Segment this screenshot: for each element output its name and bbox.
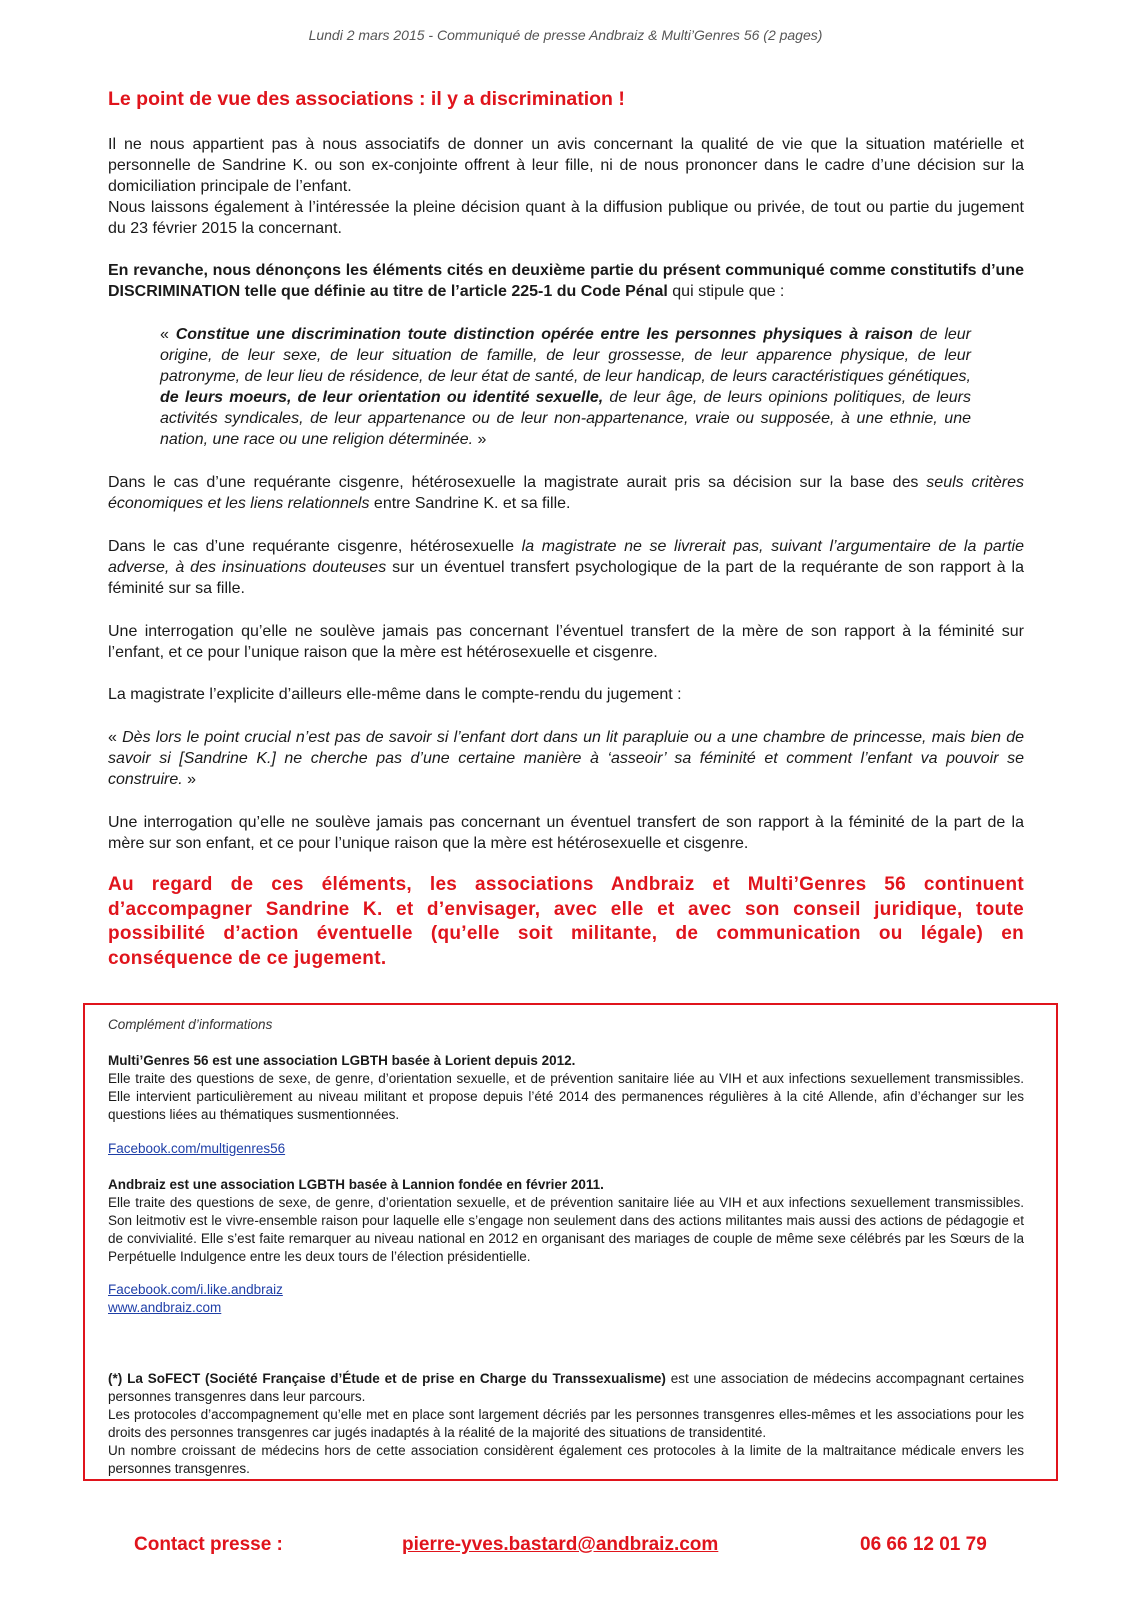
quote-close: » [473,431,487,448]
contact-phone: 06 66 12 01 79 [860,1534,987,1555]
multigenres-block [108,1052,1024,1124]
paragraph-4-italic: seuls critères économiques et les liens relationnels [108,474,1025,512]
section-title: Le point de vue des associations : il y a discrimination ! [108,88,625,110]
info-heading: Complément d’informations [108,1017,273,1032]
quote-bold-lead: Constitue une discrimination toute distinction opérée entre les personnes physiques à raison [175,326,913,343]
andbraiz-facebook-link[interactable]: Facebook.com/i.like.andbraiz [108,1282,283,1297]
andbraiz-text: Elle traite des questions de sexe, de genre, d’orientation sexuelle, et de prévention sanitaire liée au VIH et aux infections sexuellement transmissibles. Son leitmotiv est le vivre-ensemble raison pour laquelle elle s’engage non seulement dans des actions militantes mais aussi des actions de pédagogie et de convivialité. Elle s’est faite remarquer au niveau national en 2012 en organisant des mariages de couple de même sexe célébrés par les Sœurs de la Perpétuelle Indulgence entre les deux tours de l’élection présidentielle. [108,1195,1024,1264]
paragraph-1 [108,134,1024,239]
multigenres-text: Elle traite des questions de sexe, de genre, d’orientation sexuelle, et de prévention sanitaire liée au VIH et aux infections sexuellement transmissibles. Elle intervient particulièrement au niveau militant et propose depuis l’été 2014 des permanences régulières à la cité Allende, afin d’échanger sur les questions liées au thématiques susmentionnées. [108,1071,1024,1122]
multigenres-facebook-link[interactable]: Facebook.com/multigenres56 [108,1141,286,1156]
paragraph-3 [108,260,1024,302]
paragraph-8: Une interrogation qu’elle ne soulève jamais pas concernant un éventuel transfert de son rapport à la féminité de la part de la mère sur son enfant, et ce pour l’unique raison que la mère est hétérosexuelle et cisgenre. [108,814,1024,852]
paragraph-5-a: Dans le cas d’une requérante cisgenre, hétérosexuelle [108,538,522,555]
andbraiz-title: Andbraiz est une association LGBTH basée à Lannion fondée en février 2011. [108,1177,604,1192]
sofect-block [108,1370,1024,1478]
conclusion: Au regard de ces éléments, les associations Andbraiz et Multi’Genres 56 continuent d’accompagner Sandrine K. et d’envisager, avec elle et avec son conseil juridique, toute possibilité d’action éventuelle (qu’elle soit militante, de communication ou légale) en conséquence de ce jugement. [108,874,1024,969]
quote2-open: « [108,729,123,746]
multigenres-title: Multi’Genres 56 est une association LGBTH basée à Lorient depuis 2012. [108,1053,576,1068]
multigenres-link-row [108,1140,1024,1158]
paragraph-5-italic: la magistrate ne se livrerait pas, suivant l’argumentaire de la partie adverse, à des insinuations douteuses [108,538,1024,576]
quote-text-a: de leur origine, de leur sexe, de leur situation de famille, de leur grossesse, de leur apparence physique, de leur patronyme, de leur lieu de résidence, de leur état de santé, de leur handicap, de leurs caractéristiques génétiques, [160,326,971,385]
sofect-text-2: Les protocoles d’accompagnement qu’elle met en place sont largement décriés par les personnes transgenres elles-mêmes et les associations pour les droits des personnes transgenres car jugés inadaptés à la réalité de la majorité des situations de transidentité. [108,1407,1024,1440]
paragraph-4-b: entre Sandrine K. et sa fille. [369,495,571,512]
quote-text-b: de leur âge, de leurs opinions politiques, de leurs activités syndicales, de leur appartenance ou de leur non-appartenance, vraie ou supposée, à une ethnie, une nation, une race ou une religion déterminée. [160,389,972,448]
paragraph-5-b: sur un éventuel transfert psychologique de la part de la requérante de son rapport à la féminité sur sa fille. [108,559,1024,597]
paragraph-3-rest: qui stipule que : [667,283,785,300]
legal-quote [160,324,971,450]
paragraph-7: La magistrate l’explicite d’ailleurs elle-même dans le compte-rendu du jugement : [108,686,682,703]
paragraph-3-bold: En revanche, nous dénonçons les éléments cités en deuxième partie du présent communiqué comme constitutifs d’une DISCRIMINATION telle que définie au titre de l’article 225-1 du Code Pénal [108,262,1024,300]
paragraph-6: Une interrogation qu’elle ne soulève jamais pas concernant l’éventuel transfert de la mère de son rapport à la féminité sur l’enfant, et ce pour l’unique raison que la mère est hétérosexuelle et cisgenre. [108,623,1024,661]
paragraph-4 [108,472,1024,514]
sofect-text-3: Un nombre croissant de médecins hors de cette association considèrent également ces protocoles à la limite de la maltraitance médicale envers les personnes transgenres. [108,1443,1024,1476]
paragraph-1-text: Il ne nous appartient pas à nous associatifs de donner un avis concernant la qualité de vie que la situation matérielle et personnelle de Sandrine K. ou son ex-conjointe offrent à leur fille, ni de nous prononcer dans le cadre d’une décision sur la domiciliation principale de l’enfant. [108,136,1024,195]
quote-open: « [160,326,176,343]
paragraph-2-text: Nous laissons également à l’intéressée la pleine décision quant à la diffusion publique ou privée, de tout ou partie du jugement du 23 février 2015 la concernant. [108,199,1024,237]
page-header: Lundi 2 mars 2015 - Communiqué de presse Andbraiz & Multi’Genres 56 (2 pages) [308,27,823,43]
quote-bold-mid: de leurs moeurs, de leur orientation ou identité sexuelle, [160,389,604,406]
paragraph-5 [108,536,1024,599]
sofect-text: est une association de médecins accompagnant certaines personnes transgenres dans leur parcours. [108,1371,1024,1404]
quote2-close: » [182,771,197,788]
andbraiz-links [108,1281,1024,1317]
andbraiz-website-link[interactable]: www.andbraiz.com [108,1300,222,1315]
paragraph-4-a: Dans le cas d’une requérante cisgenre, hétérosexuelle la magistrate aurait pris sa décision sur la base des [108,474,927,491]
quote2-text: Dès lors le point crucial n’est pas de savoir si l’enfant dort dans un lit parapluie ou a une chambre de princesse, mais bien de savoir si [Sandrine K.] ne cherche pas d’une certaine manière à ‘asseoir’ sa féminité et comment l’enfant va pouvoir se construire. [108,729,1025,788]
sofect-title: (*) La SoFECT (Société Française d’Étude et de prise en Charge du Transsexualisme) [108,1371,666,1386]
contact-email-link[interactable]: pierre-yves.bastard@andbraiz.com [402,1534,719,1555]
andbraiz-block [108,1176,1024,1266]
judgment-quote [108,727,1024,790]
contact-label: Contact presse : [134,1534,283,1555]
